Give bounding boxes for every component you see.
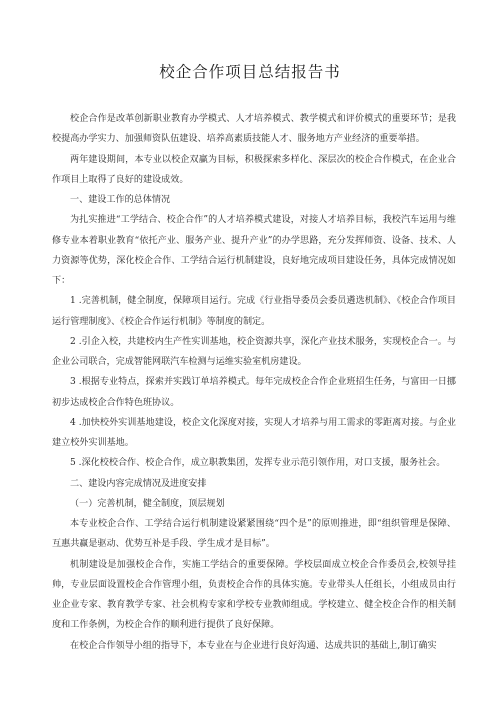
paragraph: 机制建设是加强校企合作，实施工学结合的重要保障。学校层面成立校企合作委员会,校领导挂帅，专业层面设置校企合作管理小组，负责校企合作的具体实施。专业带头人任组长，小组成员由行业企业专家、教育教学专家、社会机构专家和学校专业教师组成。学校建立、健全校企合作的相关制度和工作条例，为校企合作的顺利进行提供了良好保障。 xyxy=(52,559,456,631)
paragraph: 在校企合作领导小组的指导下，本专业在与企业进行良好沟通、达成共识的基础上,制订确实 xyxy=(70,640,437,651)
section-heading: 二、建设内容完成情况及进度安排 xyxy=(70,478,207,489)
subsection-heading: （一）完善机制，健全制度，顶层规划 xyxy=(70,498,225,509)
paragraph: 校企合作是改革创新职业教育办学模式、人才培养模式、教学模式和评价模式的重要环节；是我校提高办学实力、加强师资队伍建设、培养高素质技能人才、服务地方产业经济的重要举措。 xyxy=(52,114,456,145)
list-item: 4 .加快校外实训基地建设，校企文化深度对接，实现人才培养与用工需求的零距离对接。与企业建立校外实训基地。 xyxy=(52,417,456,448)
list-item: 1 .完善机制，健全制度，保障项目运行。完成《行业指导委员会委员遴选机制》、《校企合作项目运行管理制度》、《校企合作运行机制》等制度的制定。 xyxy=(52,296,456,327)
document-body xyxy=(52,109,456,656)
paragraph: 本专业校企合作、工学结合运行机制建设紧紧围绕“四个是”的原则推进，即“组织管理是保障、互惠共赢是驱动、优势互补是手段、学生成才是目标”。 xyxy=(52,519,456,550)
document-title: 校企合作项目总结报告书 xyxy=(159,63,341,81)
section-heading: 一、建设工作的总体情况 xyxy=(70,195,171,205)
list-item: 2 .引企入校，共建校内生产性实训基地，校企资源共享，深化产业技术服务，实现校企合一。与企业公司联合，完成智能网联汽车检测与运维实验室机房建设。 xyxy=(52,336,456,367)
paragraph: 为扎实推进“工学结合、校企合作”的人才培养模式建设，对接人才培养目标，我校汽车运用与维修专业本着职业教育“依托产业、服务产业、提升产业”的办学思路，充分发挥师资、设备、技术、人力资源等优势，深化校企合作、工学结合运行机制建设，良好地完成项目建设任务，具体完成情况如下： xyxy=(52,215,456,286)
list-item: 3 .根据专业特点，探索并实践订单培养模式。每年完成校企合作企业班招生任务，与富田一日挪初步达成校企合作特色班协议。 xyxy=(52,377,456,408)
list-item: 5 .深化校校合作、校企合作，成立职教集团，发挥专业示范引领作用，对口支援，服务社会。 xyxy=(70,458,446,469)
paragraph: 两年建设期间，本专业以校企双赢为目标，积极探索多样化、深层次的校企合作模式，在企业合作项目上取得了良好的建设成效。 xyxy=(52,154,456,185)
